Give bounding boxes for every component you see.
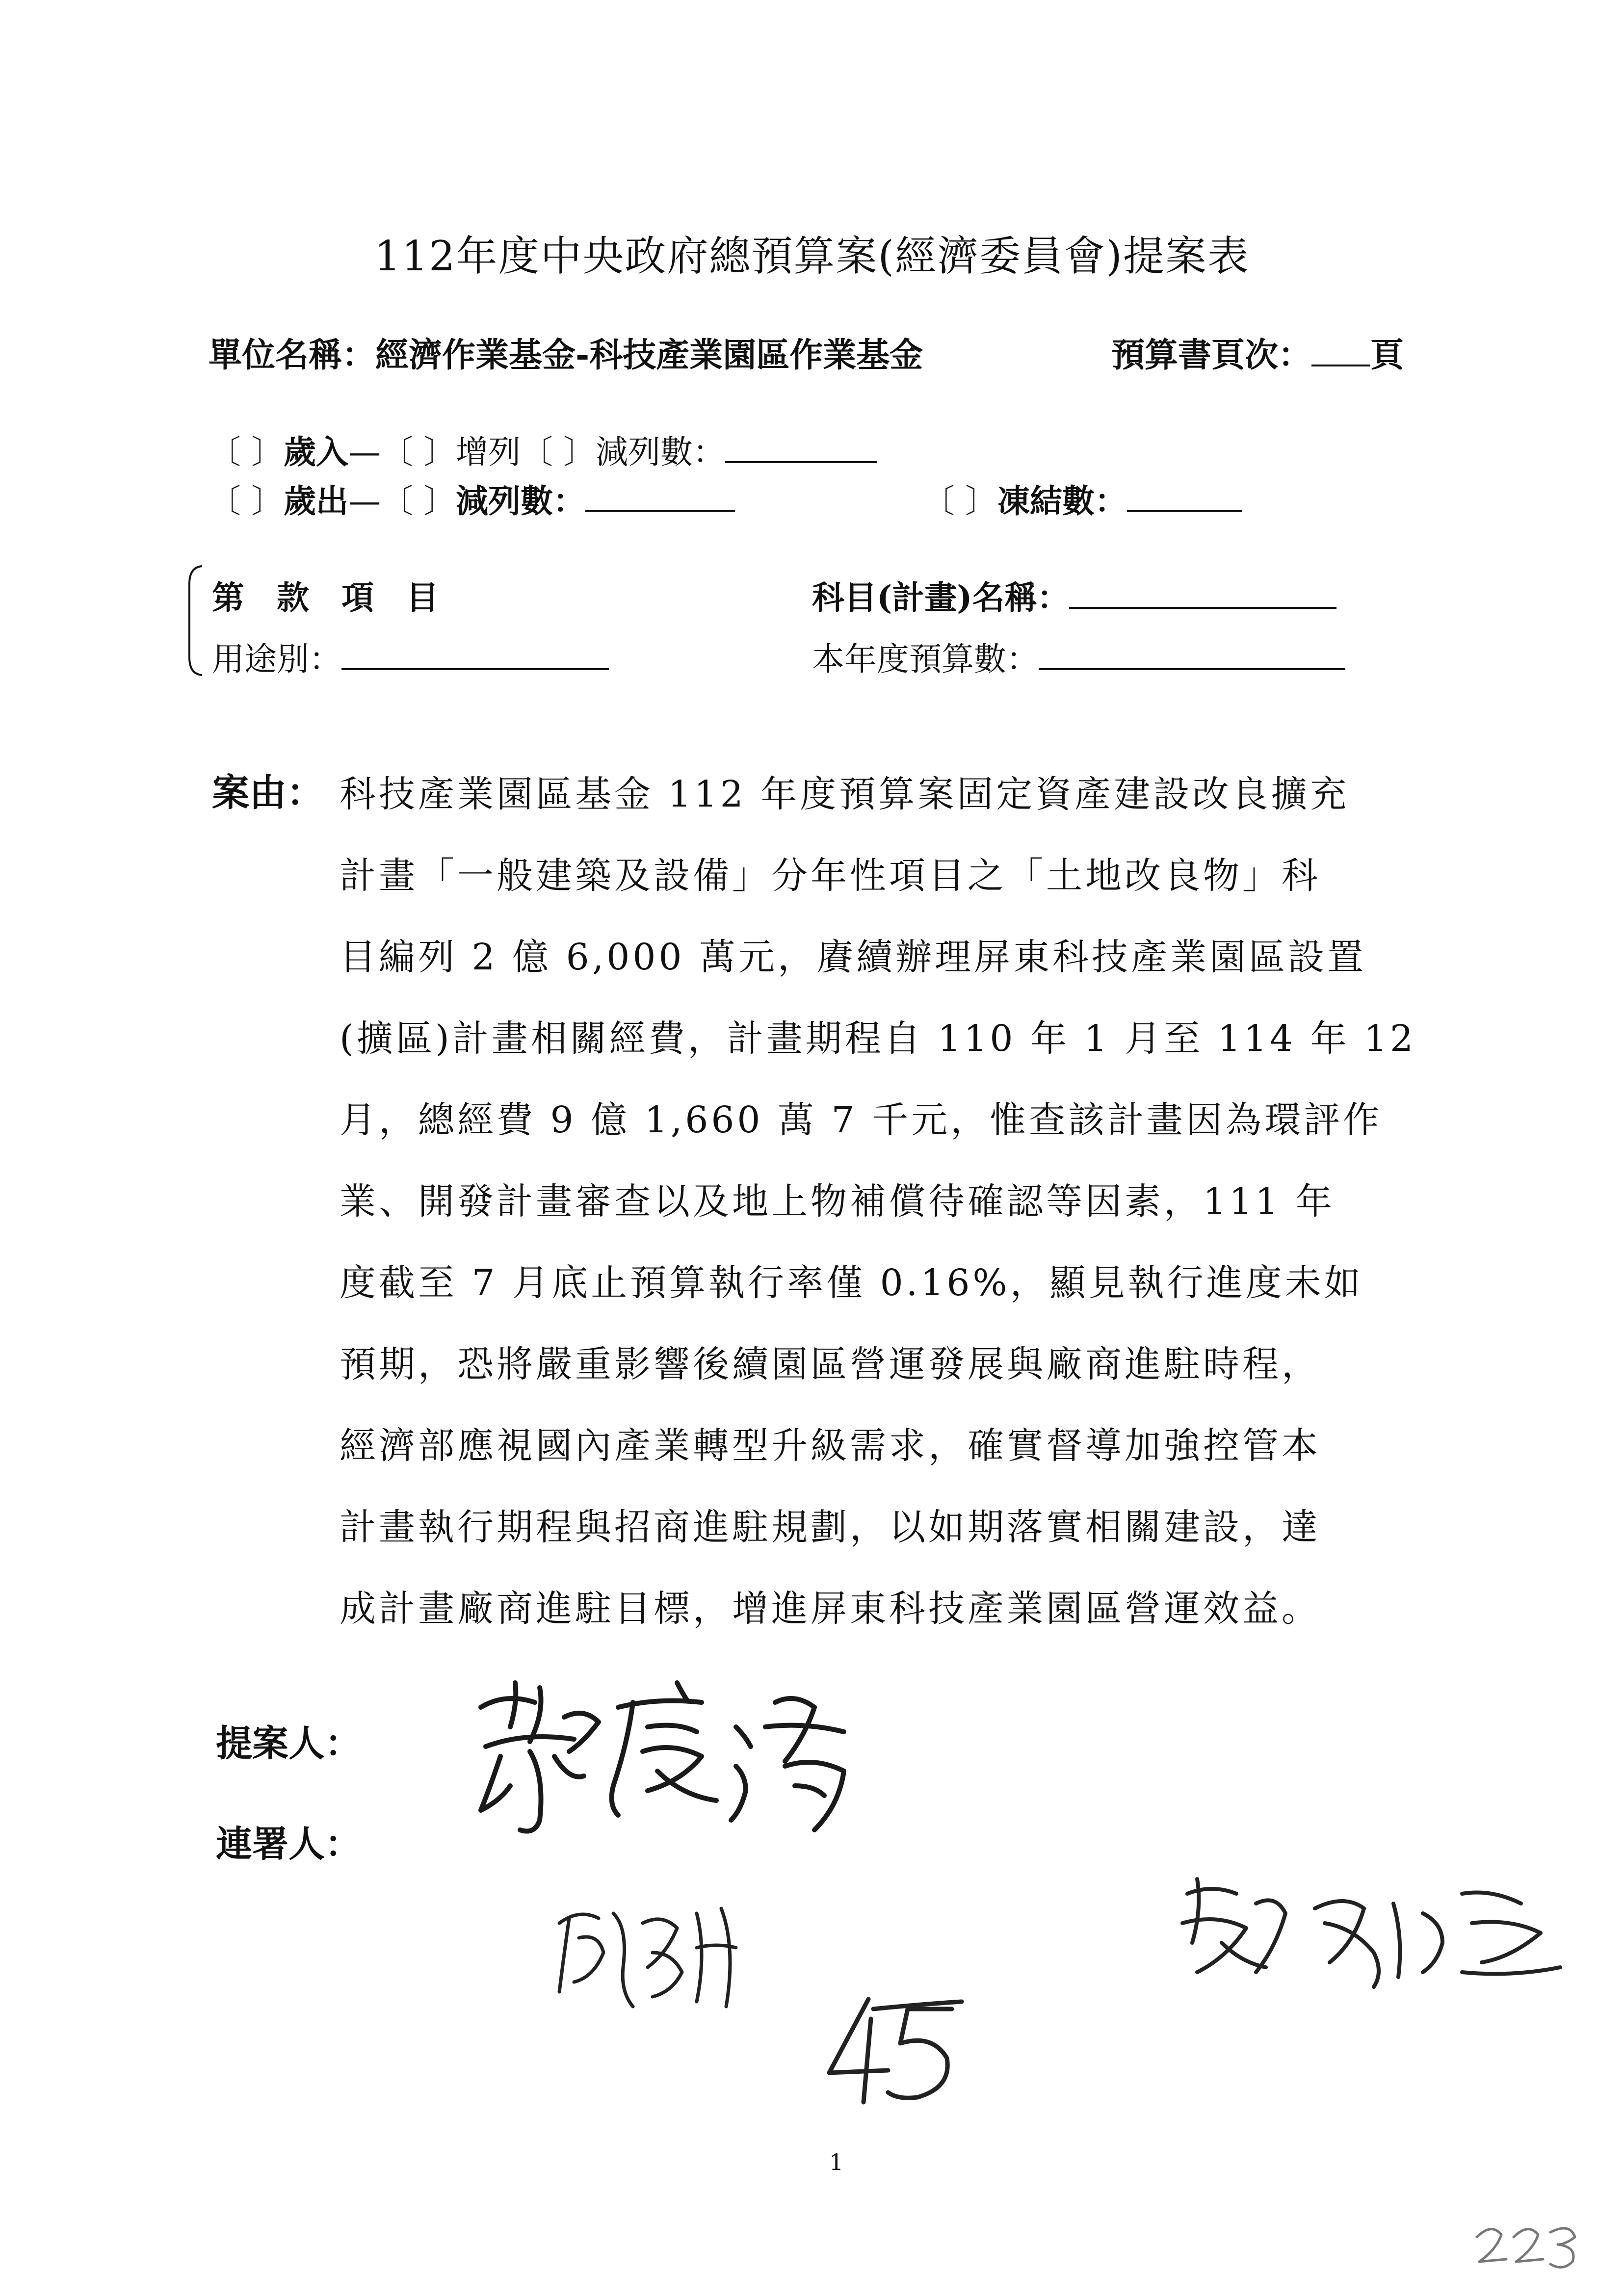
subject-blank: [1069, 578, 1336, 609]
proposer-signature-image: [471, 1673, 873, 1850]
case-line: 目編列 2 億 6,000 萬元，賡續辦理屏東科技產業園區設置: [340, 936, 1367, 978]
expense-decrease-blank: [585, 482, 735, 512]
case-line: 預期，恐將嚴重影響後續園區營運發展與廠商進駐時程，: [340, 1343, 1321, 1385]
page-title: 112年度中央政府總預算案(經濟委員會)提案表: [374, 232, 1250, 280]
proposer-label: 提案人：: [216, 1722, 361, 1765]
freeze-blank: [1127, 482, 1242, 512]
case-line: 計畫「一般建築及設備」分年性項目之「土地改良物」科: [340, 855, 1321, 897]
revenue-sub-bracket: —〔 〕: [348, 433, 456, 471]
subject-row: [812, 572, 1336, 618]
usage-row: [212, 633, 609, 679]
budget-page-ref: [1111, 329, 1404, 376]
cosigner-signature-image-2: [1168, 1864, 1575, 2026]
revenue-decrease-blank: [725, 433, 877, 463]
cosigner-label: 連署人：: [216, 1823, 361, 1865]
expense-sub-bracket: —〔 〕: [348, 482, 456, 520]
subject-label: 科目(計畫)名稱：: [812, 578, 1070, 617]
case-line: (擴區)計畫相關經費，計畫期程自 110 年 1 月至 114 年 12: [340, 1018, 1416, 1060]
usage-blank: [341, 640, 609, 670]
expense-decrease-label: 減列數：: [455, 482, 585, 520]
budget-amount-label: 本年度預算數：: [812, 640, 1039, 678]
revenue-bracket: 〔 〕: [209, 433, 284, 471]
budget-amount-blank: [1039, 640, 1345, 670]
case-line: 業、開發計畫審查以及地上物補償待確認等因素，111 年: [340, 1180, 1335, 1223]
unit-name: 單位名稱：經濟作業基金-科技產業園區作業基金: [209, 336, 923, 375]
case-line: 成計畫廠商進駐目標，增進屏東科技產業園區營運效益。: [340, 1588, 1321, 1630]
cosigner-signature-image-1: [550, 1894, 775, 2021]
case-label: 案由：: [212, 771, 324, 814]
freeze-group: [922, 475, 1242, 522]
expense-bracket: 〔 〕: [209, 482, 284, 520]
revenue-label: 歲入: [283, 433, 348, 471]
revenue-decrease-label: 減列數：: [595, 433, 725, 471]
page-suffix: 頁: [1370, 336, 1404, 375]
revenue-option-row: [209, 426, 877, 472]
item-label: 第 款 項 目: [212, 578, 439, 617]
page-blank-line: [1311, 335, 1370, 366]
increase-label: 增列: [455, 433, 521, 471]
case-line: 計畫執行期程與招商進駐規劃，以如期落實相關建設，達: [340, 1506, 1321, 1548]
usage-label: 用途別：: [212, 640, 341, 678]
case-line: 經濟部應視國內產業轉型升級需求，確實督導加強控管本: [340, 1425, 1321, 1467]
stamp-number-image: [1472, 2218, 1585, 2271]
budget-amount-row: [812, 633, 1345, 679]
budget-page-label: 預算書頁次：: [1111, 336, 1312, 375]
case-line: 科技產業園區基金 112 年度預算案固定資產建設改良擴充: [340, 773, 1350, 815]
expense-option-row: [209, 475, 735, 522]
handwritten-number-image: [814, 1989, 971, 2107]
case-line: 月，總經費 9 億 1,660 萬 7 千元，惟查該計畫因為環評作: [340, 1099, 1383, 1141]
freeze-label: 凍結數：: [997, 482, 1127, 520]
case-line: 度截至 7 月底止預算執行率僅 0.16%，顯見執行進度未如: [340, 1262, 1363, 1304]
decrease-bracket: 〔 〕: [520, 433, 596, 471]
classification-brace: [186, 564, 203, 677]
expense-label: 歲出: [283, 482, 348, 520]
page-number: 1: [829, 2149, 844, 2175]
freeze-bracket: 〔 〕: [922, 482, 997, 520]
